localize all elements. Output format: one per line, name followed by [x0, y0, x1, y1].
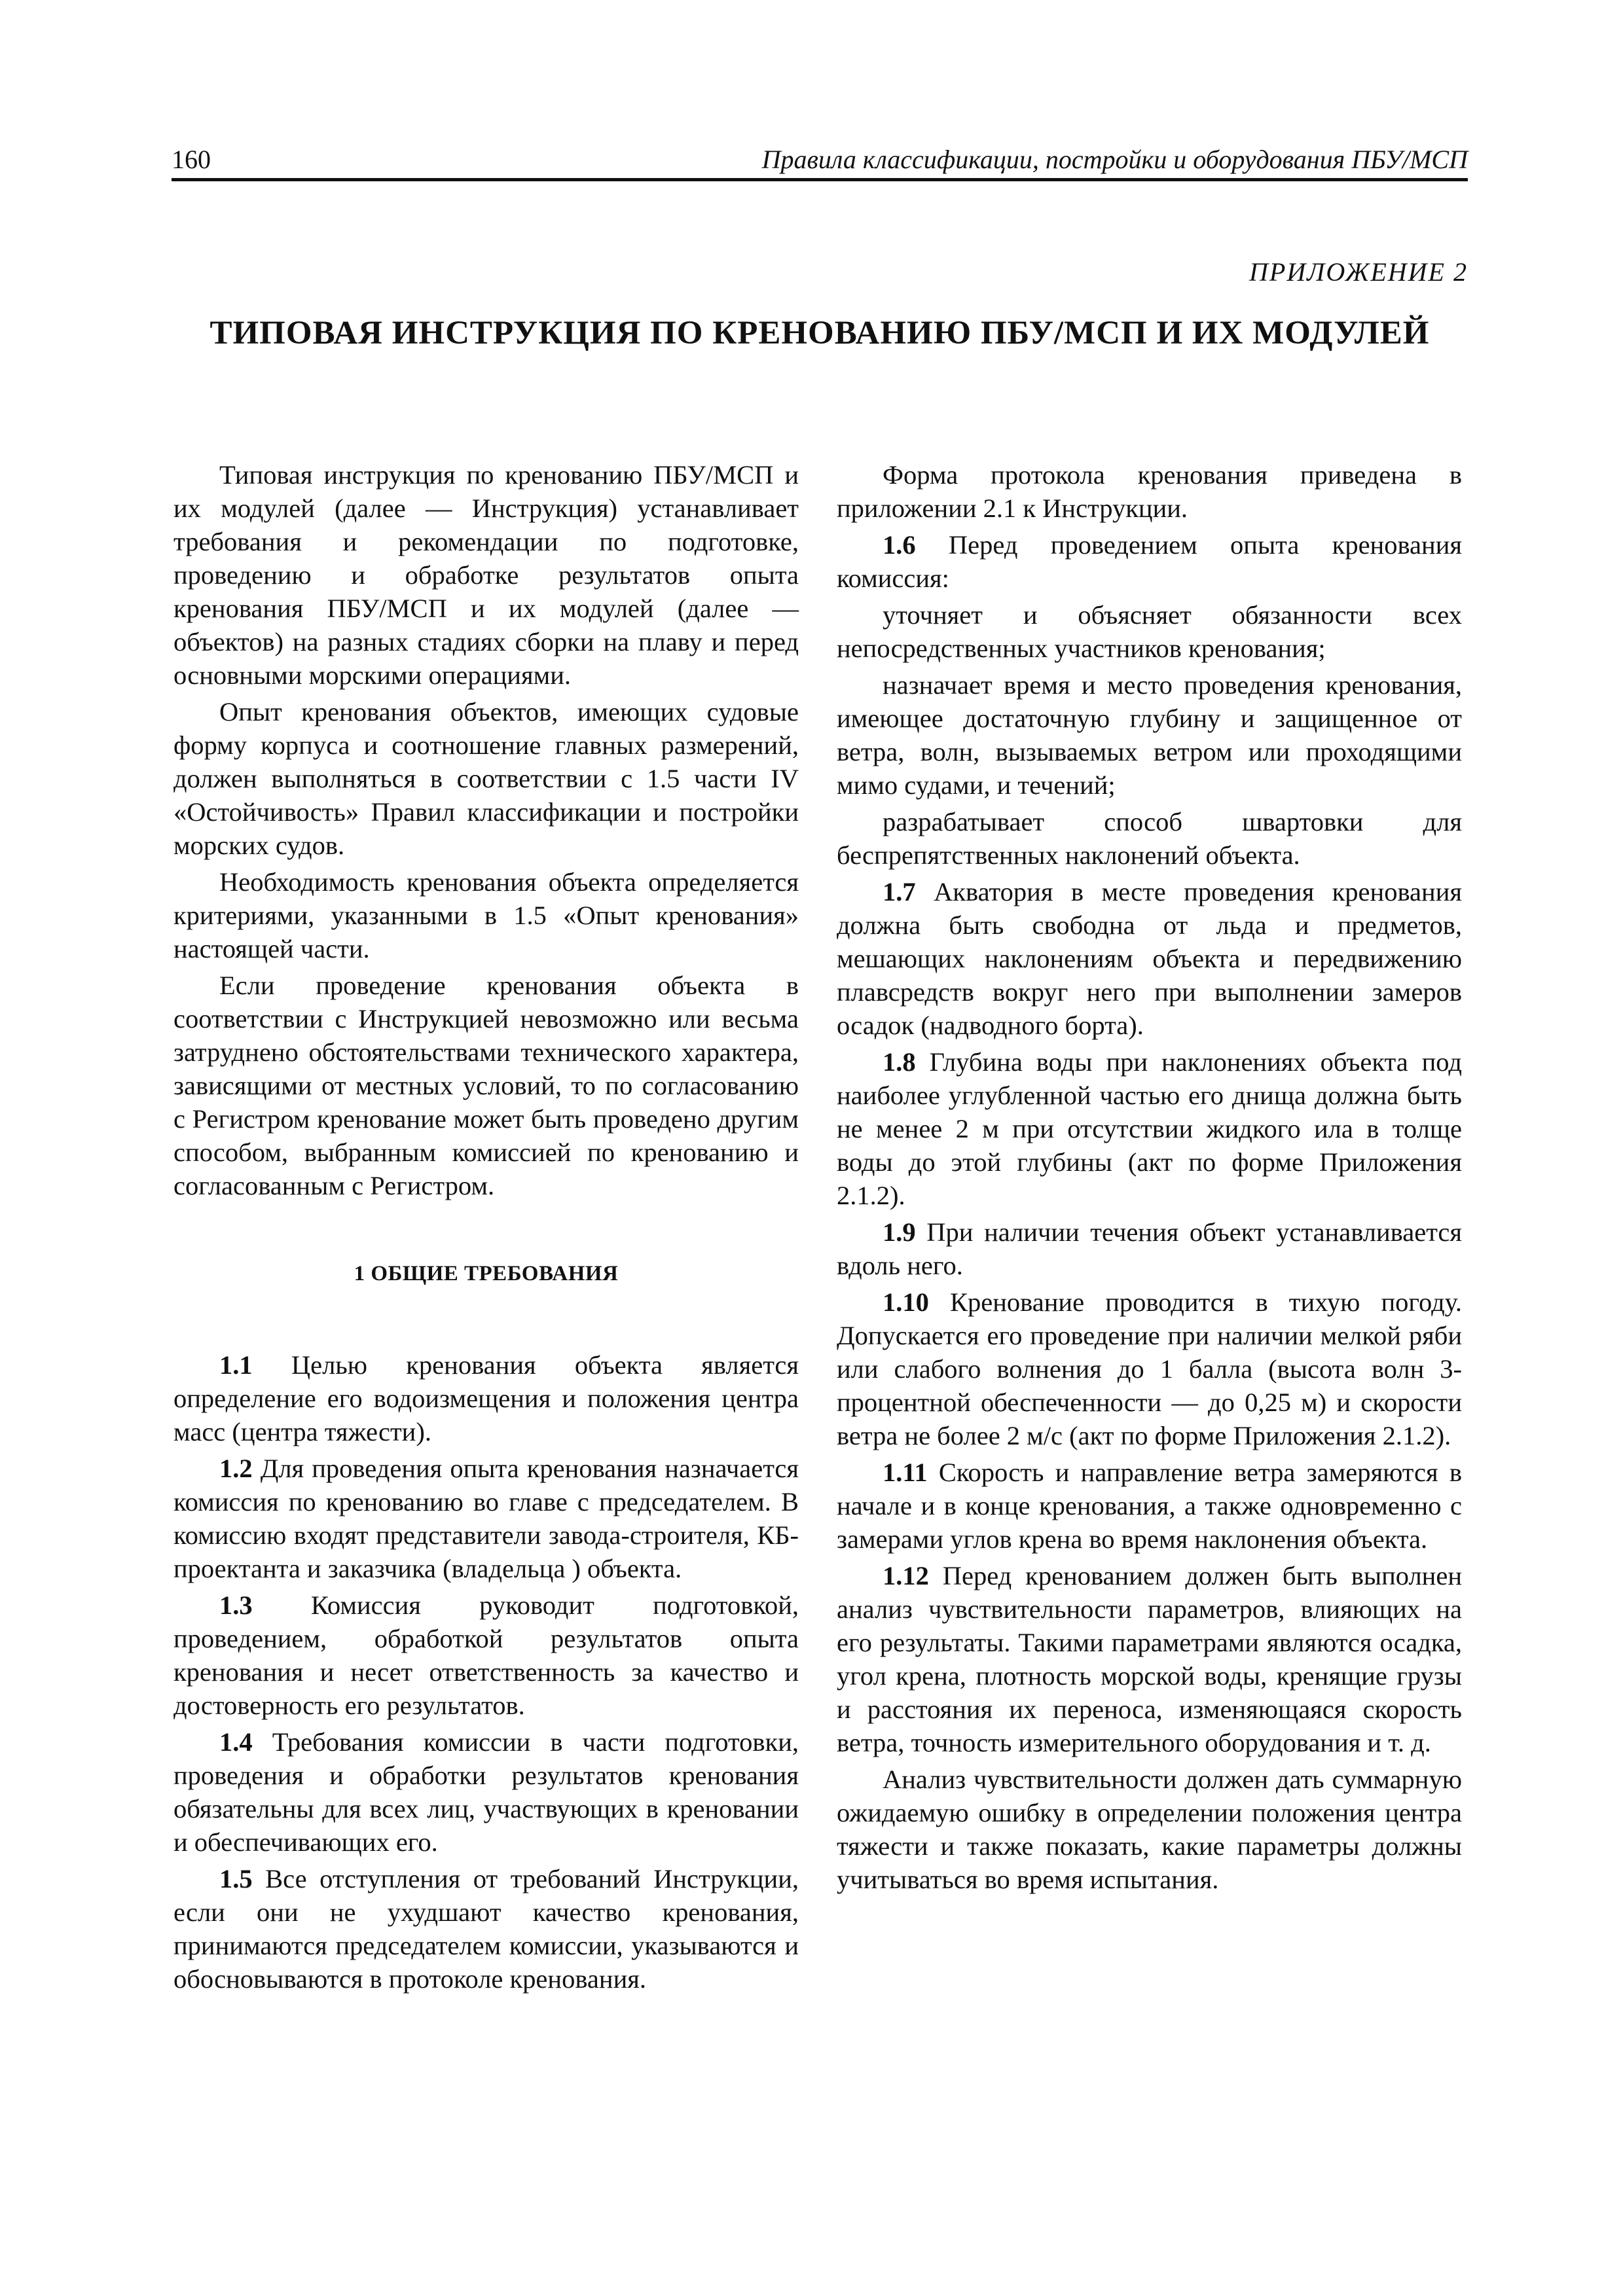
clause-1-6-item: назначает время и место проведения кренования, имеющее достаточную глубину и защищенное от ветра, волн, вызываемых ветром или проходящими мимо судами, и течений;: [837, 670, 1462, 800]
clause-number: 1.11: [883, 1458, 928, 1487]
clause-1-10: [837, 1285, 1462, 1452]
clause-number: 1.10: [883, 1287, 929, 1317]
section-heading: 1 ОБЩИЕ ТРЕБОВАНИЯ: [354, 1262, 619, 1285]
appendix-label: ПРИЛОЖЕНИЕ 2: [1249, 257, 1468, 287]
clause-text: Перед проведением опыта кренования комиссия:: [837, 530, 1463, 593]
right-column: [837, 458, 1462, 1896]
page-number: 160: [172, 145, 211, 174]
clause-1-7: [837, 875, 1462, 1042]
clause-1-6-item: разрабатывает способ швартовки для беспрепятственных наклонений объекта.: [837, 807, 1462, 870]
clause-number: 1.6: [883, 530, 916, 560]
clause-1-3: [173, 1588, 799, 1722]
clause-text: Целью кренования объекта является определение его водоизмещения и положения центра масс (центра тяжести).: [173, 1350, 799, 1446]
left-column: [173, 458, 799, 1996]
intro-paragraph: Типовая инструкция по кренованию ПБУ/МСП и их модулей (далее — Инструкция) устанавливает требования и рекомендации по подготовке, проведению и обработке результатов опыта кренования ПБУ/МСП и их модулей (далее — объектов) на разных стадиях сборки на плаву и перед основными морскими операциями.: [173, 460, 799, 690]
clause-number: 1.7: [883, 877, 916, 906]
clause-text: Все отступления от требований Инструкции, если они не ухудшают качество кренования, принимаются председателем комиссии, указываются и обосновываются в протоколе кренования.: [173, 1864, 799, 1994]
clause-text: При наличии течения объект устанавливается вдоль него.: [837, 1217, 1463, 1280]
header-rule: [172, 178, 1468, 181]
clause-number: 1.4: [219, 1727, 253, 1757]
running-title: Правила классификации, постройки и оборудования ПБУ/МСП: [761, 145, 1468, 174]
sensitivity-analysis-paragraph: Анализ чувствительности должен дать суммарную ожидаемую ошибку в определении положения центра тяжести и также показать, какие параметры должны учитываться во время испытания.: [837, 1765, 1462, 1894]
clause-text: Комиссия руководит подготовкой, проведением, обработкой результатов опыта кренования и несет ответственность за качество и достоверность его результатов.: [173, 1590, 799, 1720]
clause-1-2: [173, 1452, 799, 1585]
clause-number: 1.9: [883, 1217, 916, 1247]
clause-text: Глубина воды при наклонениях объекта под наиболее углубленной частью его днища должна быть не менее 2 м при отсутствии жидкого ила в толще воды до этой глубины (акт по форме Приложения 2.1.2).: [837, 1047, 1463, 1210]
clause-text: Скорость и направление ветра замеряются в начале и в конце кренования, а также одновременно с замерами углов крена во время наклонения объекта.: [837, 1458, 1462, 1554]
clause-text: Акватория в месте проведения кренования должна быть свободна от льда и предметов, мешающих наклонениям объекта и передвижению плавсредств вокруг него при выполнении замеров осадок (надводного борта).: [837, 877, 1462, 1040]
clause-text: Перед кренованием должен быть выполнен анализ чувствительности параметров, влияющих на его результаты. Такими параметрами являются осадка, угол крена, плотность морской воды, кренящие грузы и расстояния их переноса, изменяющаяся скорость ветра, точность измерительного оборудования и т. д.: [837, 1561, 1462, 1757]
clause-1-9: [837, 1215, 1462, 1282]
clause-number: 1.5: [219, 1864, 253, 1893]
clause-1-8: [837, 1045, 1462, 1212]
clause-1-4: [173, 1725, 799, 1859]
intro-paragraph: Если проведение кренования объекта в соответствии с Инструкцией невозможно или весьма затруднено обстоятельствами технического характера, зависящими от местных условий, то по согласованию с Регистром кренование может быть проведено другим способом, выбранным комиссией по кренованию и согласованным с Регистром.: [173, 971, 799, 1200]
clause-1-6: [837, 528, 1462, 595]
clause-1-11: [837, 1456, 1462, 1556]
intro-paragraph: Необходимость кренования объекта определяется критериями, указанными в 1.5 «Опыт кренования» настоящей части.: [173, 867, 799, 963]
document-title: ТИПОВАЯ ИНСТРУКЦИЯ ПО КРЕНОВАНИЮ ПБУ/МСП И ИХ МОДУЛЕЙ: [210, 315, 1430, 351]
clause-number: 1.3: [219, 1590, 253, 1620]
intro-paragraph: Опыт кренования объектов, имеющих судовые форму корпуса и соотношение главных размерений, должен выполняться в соответствии с 1.5 части IV «Остойчивость» Правил классификации и постройки морских судов.: [173, 697, 799, 860]
clause-text: Для проведения опыта кренования назначается комиссия по кренованию во главе с председателем. В комиссию входят представители завода-строителя, КБ-проектанта и заказчика (владельца ) объекта.: [173, 1454, 799, 1583]
clause-1-5: [173, 1862, 799, 1996]
clause-number: 1.1: [219, 1350, 253, 1380]
clause-1-12: [837, 1559, 1462, 1759]
clause-text: Кренование проводится в тихую погоду. Допускается его проведение при наличии мелкой ряби или слабого волнения до 1 балла (высота волн 3-процентной обеспеченности — до 0,25 м) и скорости ветра не более 2 м/с (акт по форме Приложения 2.1.2).: [837, 1287, 1463, 1450]
protocol-form-paragraph: Форма протокола кренования приведена в приложении 2.1 к Инструкции.: [837, 460, 1462, 523]
clause-number: 1.8: [883, 1047, 916, 1077]
clause-1-6-item: уточняет и объясняет обязанности всех непосредственных участников кренования;: [837, 600, 1462, 663]
clause-number: 1.12: [883, 1561, 929, 1590]
clause-text: Требования комиссии в части подготовки, проведения и обработки результатов кренования обязательны для всех лиц, участвующих в креновании и обеспечивающих его.: [173, 1727, 799, 1857]
page-header: [172, 143, 1468, 177]
clause-number: 1.2: [219, 1454, 253, 1483]
clause-1-1: [173, 1348, 799, 1448]
